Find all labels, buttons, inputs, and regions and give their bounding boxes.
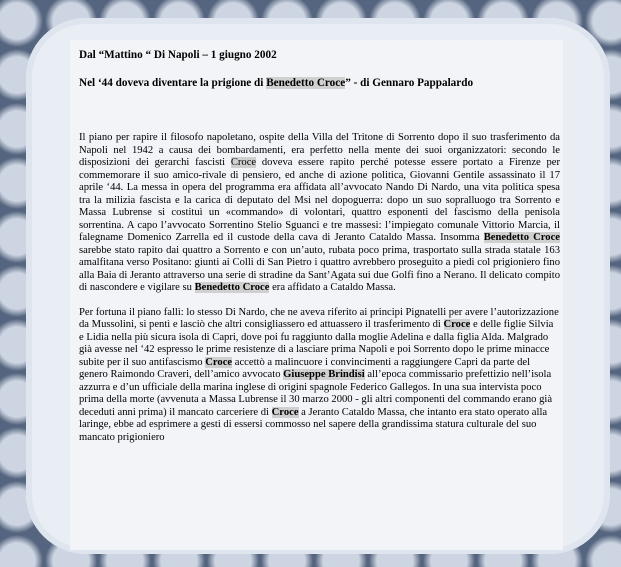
p1-benedetto-croce-2: Benedetto Croce [194,282,270,293]
p1-text-4: era affidato a Cataldo Massa. [269,282,396,293]
p2-croce-2: Croce [205,356,233,368]
paragraph-1 [79,132,560,295]
title-name: Benedetto Croce [266,77,346,89]
article-title [79,76,560,90]
p1-text-1: Il piano per rapire il filosofo napoletano, ospite della Villa del Tritone di Sorrento dopo il suo trasferimento da Napoli nel 1942 a causa dei bombardamenti, era perfetto nella mente dei suoi organizzatori: secondo le disposizioni dei gerarchi fascisti [79,132,560,168]
p2-text-4: all’epoca commissario prefettizio nell’isola azzurra e d’un ufficiale della marina inglese di origini spagnole Federico Gallegos. In una sua intervista poco prima della morte (avvenuta a Massa Lubrense il 30 marzo 2000 - gli altri componenti del commando erano già deceduti anni prima) il mancato carceriere di [79,369,553,418]
title-pre: Nel ‘44 doveva diventare la prigione di [79,77,267,89]
p1-text-2: doveva essere rapito perché potesse essere portato a Firenze per commemorare il suo amico-rivale di pensiero, ed anche di azione politica, Giovanni Gentile assassinato il 17 aprile ‘44. La messa in opera del programma era affidata all’avvocato Nando Di Nardo, una vita politica spesa tra la milizia fascista e la carica di deputato del Msi nel dopoguerra: dopo un suo sopralluogo tra Sorrento e Massa Lubrense si costituì un «commando» di volontari, quattro esponenti del fascismo della penisola sorrentina. A capo l’avvocato Sorrentino Stelio Sguanci e tre massesi: l’impiegato comunale Vittorio Marcia, il falegname Domenico Zarrella ed il custode della cava di Jeranto Cataldo Massa. Insomma [79,157,560,243]
p2-text-5: a Jeranto Cataldo Massa, che intanto era stato operato alla laringe, ebbe ad esprimere a gesti di essersi commosso nel sapere della grandissima statura culturale del suo mancato prigioniero [79,406,548,443]
p1-croce: Croce [230,157,257,168]
title-post: ” - di Gennaro Pappalardo [345,77,474,89]
p2-croce-3: Croce [271,406,299,418]
p1-text-3: sarebbe stato rapito dai quattro a Sorrento e con un’auto, rubata poco prima, trasportato sulla strada statale 163 amalfitana verso Positano: giunti ai Colli di San Pietro i quattro avrebbero proseguito a piedi col prigioniero fino alla Baia di Jeranto attraverso una serie di stradine da Sant’Agata sui due Golfi fino a Nerano. Il delicato compito di nascondere e vigilare su [79,244,560,293]
article [79,48,560,444]
p2-croce-1: Croce [443,319,471,330]
p2-text-2: e delle figlie Silvia e Lidia nella più sicura isola di Capri, dove poi fu raggiunto dalla moglie Adelina e dalla figlia Alda. Malgrado già avesse nel ‘42 espresso le prime resistenze di a lasciare prima Napoli e poi Sorrento dopo le prime minacce subite per il suo antifascismo [79,319,554,368]
paragraph-2 [79,307,560,445]
p2-text-1: Per fortuna il piano fallì: lo stesso Di Nardo, che ne aveva riferito ai principi Pignatelli per avere l’autorizzazione da Mussolini, si pentì e lasciò che altri consigliassero ed attuassero il trasferimento di [79,306,559,330]
article-source: Dal “Mattino “ Di Napoli – 1 giugno 2002 [79,49,277,61]
p1-benedetto-croce-1: Benedetto Croce [483,232,560,243]
p2-giuseppe-brindisi: Giuseppe Brindisi [283,369,365,380]
p2-text-3: accettò a malincuore i convincimenti a raggiungere Capri da parte del genero Raimondo Craveri, dell’amico avvocato [79,356,531,380]
